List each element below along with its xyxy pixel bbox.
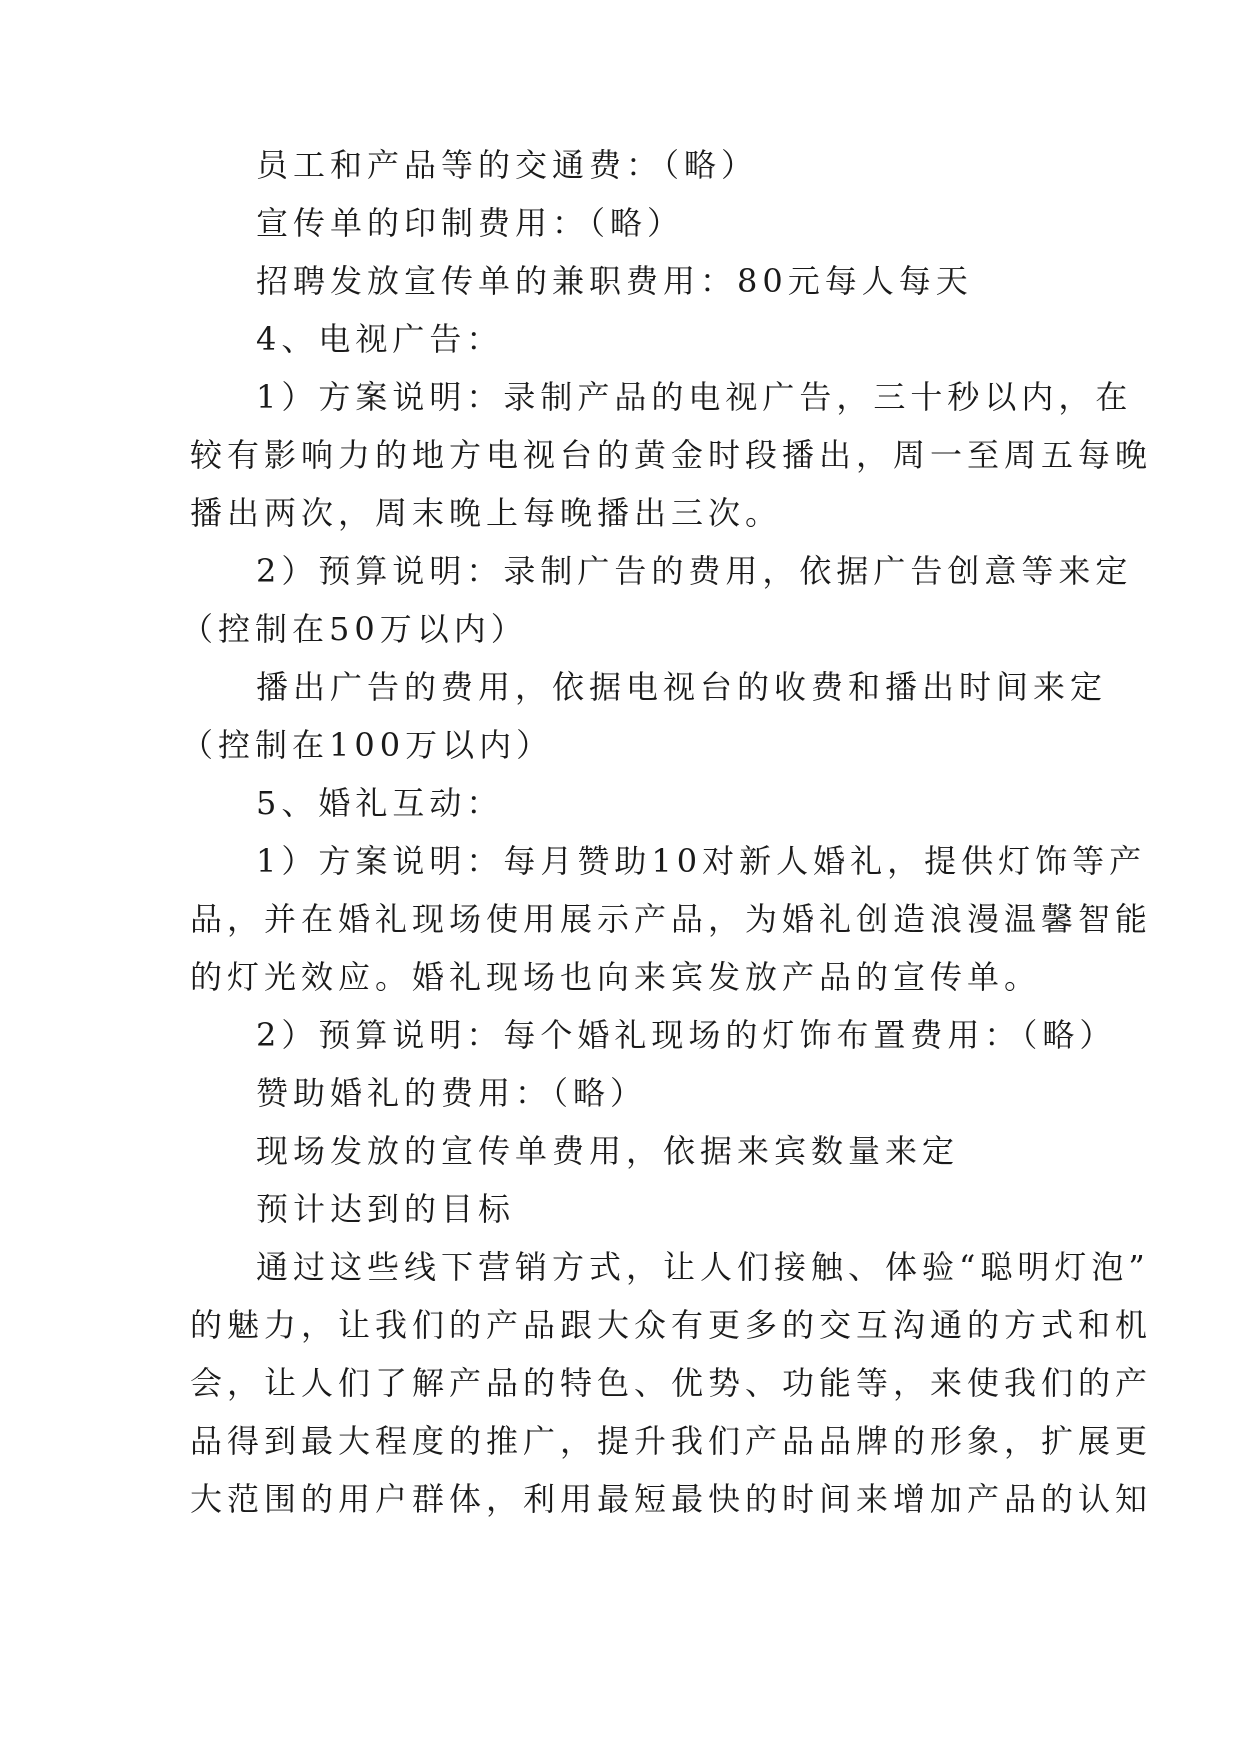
text-line: 较有影响力的地方电视台的黄金时段播出，周一至周五每晚 xyxy=(190,436,1153,474)
section-heading: 4、电视广告： xyxy=(256,320,504,358)
text-line: 宣传单的印制费用：（略） xyxy=(256,204,685,242)
text-line: 招聘发放宣传单的兼职费用：80元每人每天 xyxy=(256,262,973,300)
text-line: 1）方案说明：录制产品的电视广告，三十秒以内，在 xyxy=(256,378,1133,416)
text-line: 品，并在婚礼现场使用展示产品，为婚礼创造浪漫温馨智能 xyxy=(190,900,1153,938)
text-line: 的魅力，让我们的产品跟大众有更多的交互沟通的方式和机 xyxy=(190,1306,1153,1344)
text-line: 的灯光效应。婚礼现场也向来宾发放产品的宣传单。 xyxy=(190,958,1042,996)
text-line: 品得到最大程度的推广，提升我们产品品牌的形象，扩展更 xyxy=(190,1422,1153,1460)
text-line: 赞助婚礼的费用：（略） xyxy=(256,1074,648,1112)
text-line: 2）预算说明：录制广告的费用，依据广告创意等来定 xyxy=(256,552,1133,590)
text-line: 播出两次，周末晚上每晚播出三次。 xyxy=(190,494,783,532)
text-line: （控制在100万以内） xyxy=(181,726,554,764)
text-line: 员工和产品等的交通费：（略） xyxy=(256,146,759,184)
text-line: （控制在50万以内） xyxy=(181,610,528,648)
text-line: 通过这些线下营销方式，让人们接触、体验“聪明灯泡” xyxy=(256,1248,1150,1286)
text-line: 现场发放的宣传单费用，依据来宾数量来定 xyxy=(256,1132,960,1170)
text-line: 大范围的用户群体，利用最短最快的时间来增加产品的认知 xyxy=(190,1480,1153,1518)
section-heading: 5、婚礼互动： xyxy=(256,784,504,822)
text-line: 会，让人们了解产品的特色、优势、功能等，来使我们的产 xyxy=(190,1364,1153,1402)
text-line: 2）预算说明：每个婚礼现场的灯饰布置费用：（略） xyxy=(256,1016,1117,1054)
text-line: 播出广告的费用，依据电视台的收费和播出时间来定 xyxy=(256,668,1108,706)
text-line: 1）方案说明：每月赞助10对新人婚礼，提供灯饰等产 xyxy=(256,842,1147,880)
section-heading: 预计达到的目标 xyxy=(256,1190,516,1228)
